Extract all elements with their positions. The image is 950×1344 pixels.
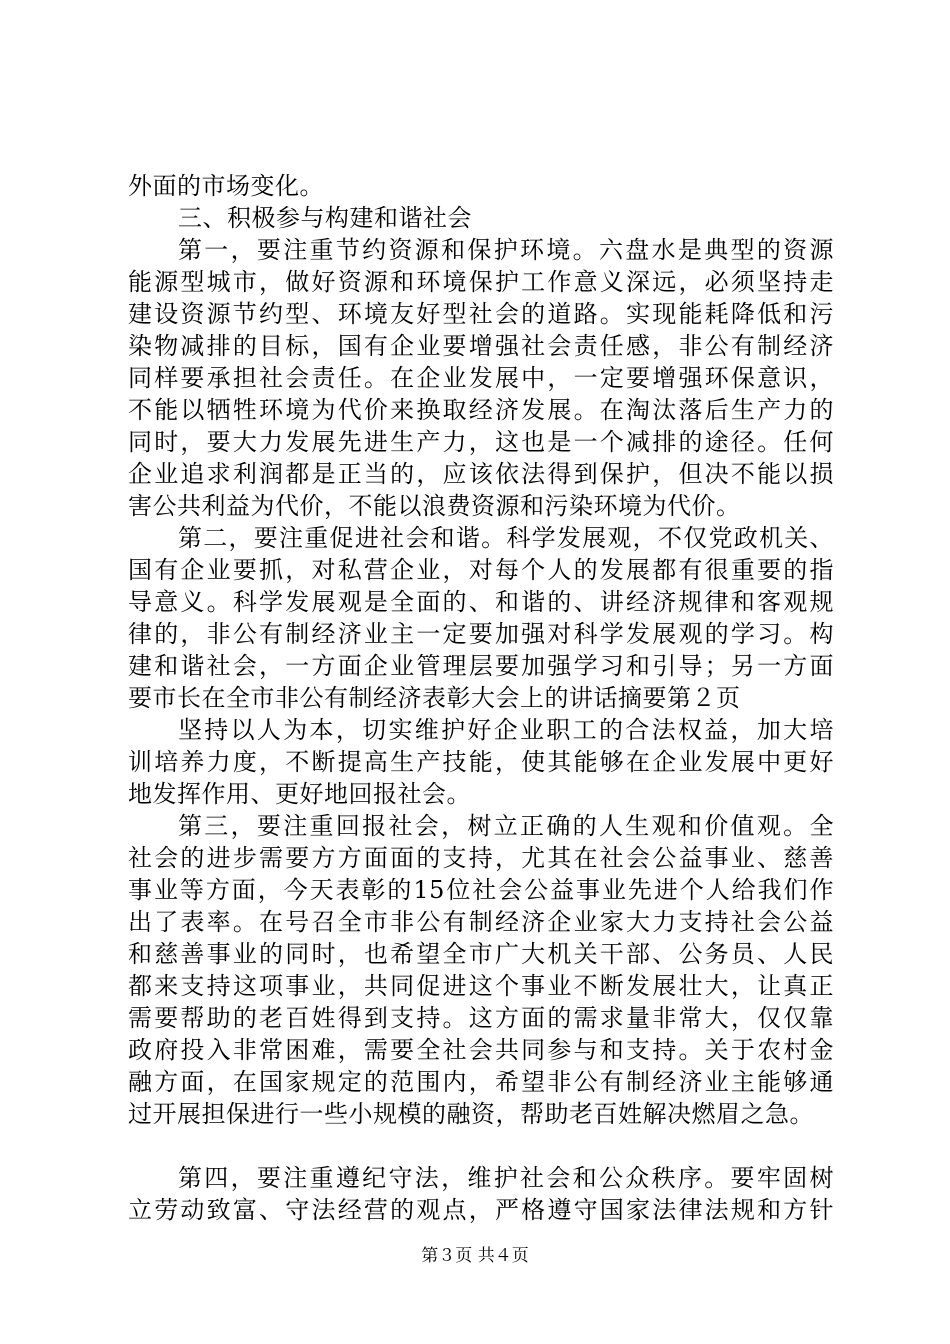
paragraph-line: 第三，要注重回报社会，树立正确的人生观和价值观。全 bbox=[178, 812, 834, 840]
paragraph-line: 训培养力度，不断提高生产技能，使其能够在企业发展中更好 bbox=[128, 748, 834, 776]
paragraph-line: 导意义。科学发展观是全面的、和谐的、讲经济规律和客观规 bbox=[128, 588, 834, 616]
paragraph-line: 坚持以人为本，切实维护好企业职工的合法权益，加大培 bbox=[178, 716, 834, 744]
paragraph-line: 建和谐社会，一方面企业管理层要加强学习和引导；另一方面 bbox=[128, 652, 834, 680]
paragraph-line: 都来支持这项事业，共同促进这个事业不断发展壮大，让真正 bbox=[128, 972, 834, 1000]
paragraph-line: 建设资源节约型、环境友好型社会的道路。实现能耗降低和污 bbox=[128, 300, 834, 328]
paragraph-line: 过开展担保进行一些小规模的融资，帮助老百姓解决燃眉之急。 bbox=[128, 1100, 814, 1128]
paragraph-line: 能源型城市，做好资源和环境保护工作意义深远，必须坚持走 bbox=[128, 268, 834, 296]
blank-line bbox=[128, 1130, 834, 1162]
paragraph-line: 第二，要注重促进社会和谐。科学发展观，不仅党政机关、 bbox=[178, 524, 834, 552]
section-heading: 三、积极参与构建和谐社会 bbox=[178, 204, 472, 232]
paragraph-line: 出了表率。在号召全市非公有制经济企业家大力支持社会公益 bbox=[128, 908, 834, 936]
paragraph-line: 律的，非公有制经济业主一定要加强对科学发展观的学习。构 bbox=[128, 620, 834, 648]
paragraph-line: 地发挥作用、更好地回报社会。 bbox=[128, 780, 471, 808]
paragraph-line: 和慈善事业的同时，也希望全市广大机关干部、公务员、人民 bbox=[128, 940, 834, 968]
paragraph-line: 害公共利益为代价，不能以浪费资源和污染环境为代价。 bbox=[128, 492, 741, 520]
paragraph-line: 第一，要注重节约资源和保护环境。六盘水是典型的资源 bbox=[178, 236, 834, 264]
text-line: 外面的市场变化。 bbox=[128, 172, 324, 200]
paragraph-line: 融方面，在国家规定的范围内，希望非公有制经济业主能够通 bbox=[128, 1068, 834, 1096]
paragraph-line: 政府投入非常困难，需要全社会共同参与和支持。关于农村金 bbox=[128, 1036, 834, 1064]
paragraph-line: 第四，要注重遵纪守法，维护社会和公众秩序。要牢固树 bbox=[178, 1164, 834, 1192]
document-body bbox=[128, 170, 834, 1226]
paragraph-line: 同时，要大力发展先进生产力，这也是一个减排的途径。任何 bbox=[128, 428, 834, 456]
page-footer: 第３页 共４页 bbox=[421, 1246, 529, 1266]
paragraph-line: 要市长在全市非公有制经济表彰大会上的讲话摘要第２页 bbox=[128, 684, 741, 712]
paragraph-line: 国有企业要抓，对私营企业，对每个人的发展都有很重要的指 bbox=[128, 556, 834, 584]
paragraph-line: 染物减排的目标，国有企业要增强社会责任感，非公有制经济 bbox=[128, 332, 834, 360]
paragraph-line: 社会的进步需要方方面面的支持，尤其在社会公益事业、慈善 bbox=[128, 844, 834, 872]
paragraph-line: 不能以牺牲环境为代价来换取经济发展。在淘汰落后生产力的 bbox=[128, 396, 834, 424]
paragraph-line: 同样要承担社会责任。在企业发展中，一定要增强环保意识， bbox=[128, 364, 834, 392]
paragraph-line: 需要帮助的老百姓得到支持。这方面的需求量非常大，仅仅靠 bbox=[128, 1004, 834, 1032]
paragraph-line: 企业追求利润都是正当的，应该依法得到保护，但决不能以损 bbox=[128, 460, 834, 488]
paragraph-line: 事业等方面，今天表彰的15位社会公益事业先进个人给我们作 bbox=[128, 876, 834, 904]
paragraph-line: 立劳动致富、守法经营的观点，严格遵守国家法律法规和方针 bbox=[128, 1196, 834, 1224]
